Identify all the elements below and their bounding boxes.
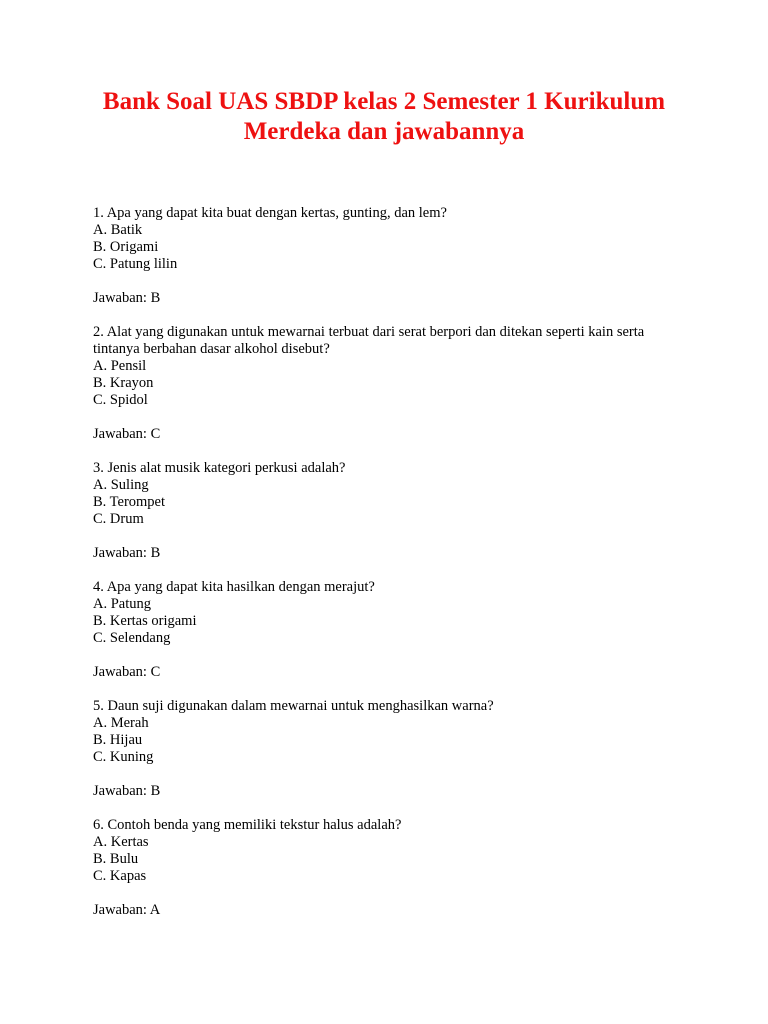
answer-option: B. Bulu (93, 851, 139, 867)
question-text: 3. Jenis alat musik kategori perkusi adalah? (93, 460, 346, 476)
answer-option: C. Selendang (93, 630, 171, 646)
answer-option: B. Krayon (93, 375, 154, 391)
page-title-line-1: Bank Soal UAS SBDP kelas 2 Semester 1 Kurikulum (102, 88, 666, 115)
answer-key: Jawaban: C (93, 426, 161, 442)
question-item-1 (93, 205, 693, 307)
question-list (93, 205, 693, 936)
answer-option: A. Batik (93, 222, 143, 238)
answer-key: Jawaban: B (93, 545, 161, 561)
answer-option: A. Patung (93, 596, 151, 612)
question-text: 5. Daun suji digunakan dalam mewarnai untuk menghasilkan warna? (93, 698, 494, 714)
question-text: 2. Alat yang digunakan untuk mewarnai terbuat dari serat berpori dan ditekan seperti kain serta tintanya berbahan dasar alkohol disebut? (93, 324, 645, 357)
answer-key: Jawaban: B (93, 290, 161, 306)
answer-key: Jawaban: C (93, 664, 161, 680)
answer-option: A. Merah (93, 715, 149, 731)
answer-option: B. Terompet (93, 494, 166, 510)
answer-option: C. Kuning (93, 749, 154, 765)
question-item-3 (93, 460, 693, 562)
question-item-6 (93, 817, 693, 919)
answer-option: A. Suling (93, 477, 149, 493)
question-item-4 (93, 579, 693, 681)
answer-option: A. Pensil (93, 358, 147, 374)
page-title-line-2: Merdeka dan jawabannya (243, 118, 525, 145)
question-text: 4. Apa yang dapat kita hasilkan dengan merajut? (93, 579, 375, 595)
answer-option: C. Spidol (93, 392, 148, 408)
question-item-5 (93, 698, 693, 800)
question-item-2 (93, 324, 693, 443)
answer-option: B. Origami (93, 239, 159, 255)
answer-key: Jawaban: A (93, 902, 161, 918)
answer-option: C. Kapas (93, 868, 147, 884)
answer-option: B. Hijau (93, 732, 143, 748)
question-text: 1. Apa yang dapat kita buat dengan kertas, gunting, dan lem? (93, 205, 447, 221)
answer-option: C. Drum (93, 511, 144, 527)
answer-option: C. Patung lilin (93, 256, 178, 272)
answer-option: B. Kertas origami (93, 613, 197, 629)
page-title (40, 87, 728, 147)
answer-key: Jawaban: B (93, 783, 161, 799)
answer-option: A. Kertas (93, 834, 149, 850)
question-text: 6. Contoh benda yang memiliki tekstur halus adalah? (93, 817, 402, 833)
